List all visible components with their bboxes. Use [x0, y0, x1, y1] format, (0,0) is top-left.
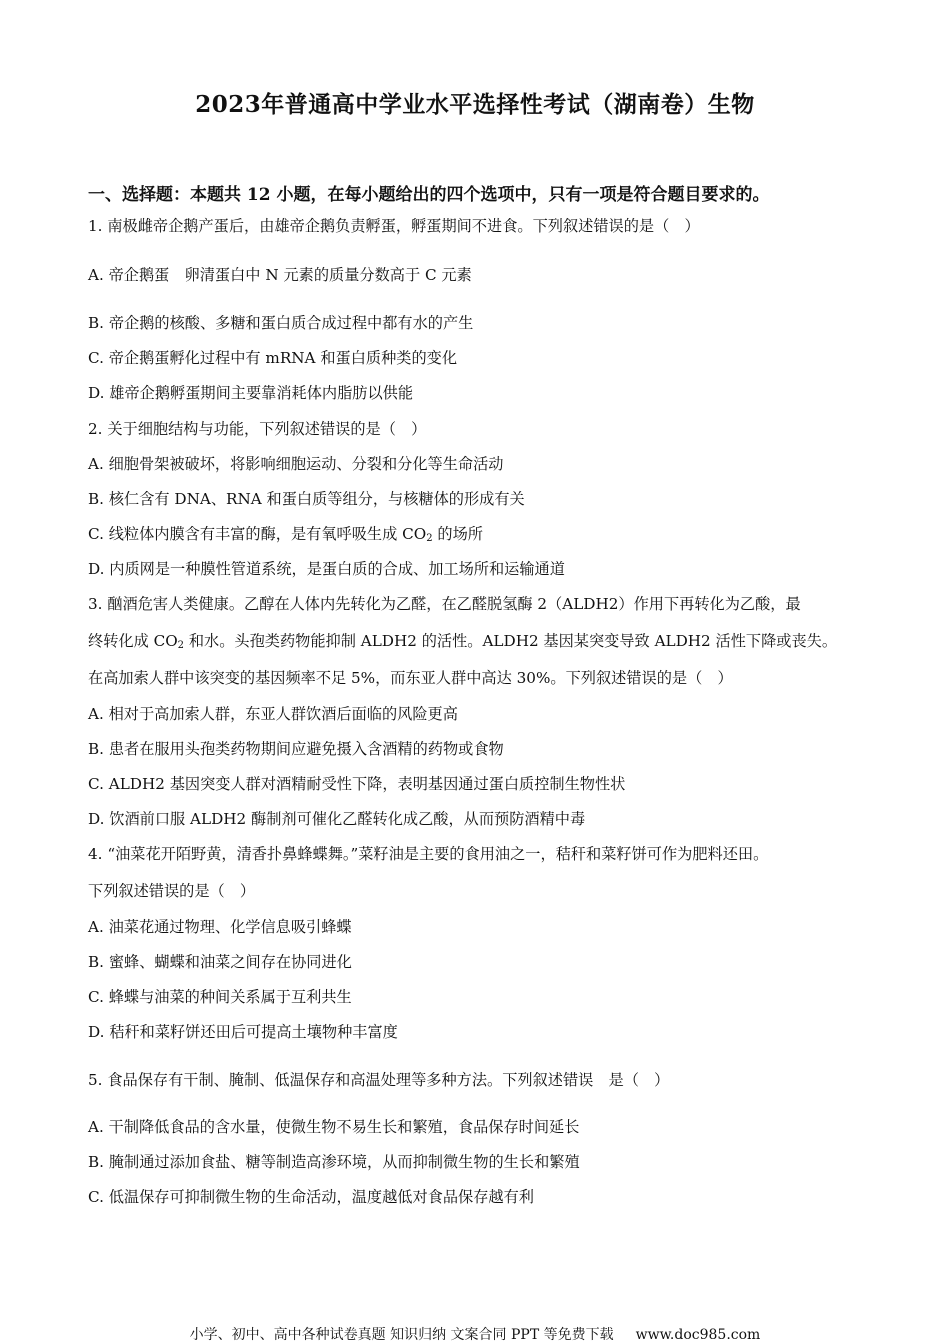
- page-title: 2023年普通高中学业水平选择性考试（湖南卷）生物: [195, 91, 755, 118]
- page-footer: [0, 1324, 950, 1344]
- question-1-stem: 1. 南极雌帝企鹅产蛋后，由雄帝企鹅负责孵蛋，孵蛋期间不进食。下列叙述错误的是（ ）: [88, 217, 700, 235]
- footer-text: 小学、初中、高中各种试卷真题 知识归纳 文案合同 PPT 等免费下载: [189, 1327, 614, 1343]
- question-2-option-c: [88, 524, 483, 549]
- question-3-option-b: B. 患者在服用头孢类药物期间应避免摄入含酒精的药物或食物: [88, 740, 504, 758]
- question-3-option-d: D. 饮酒前口服 ALDH2 酶制剂可催化乙醛转化成乙酸，从而预防酒精中毒: [88, 810, 586, 828]
- question-4-option-c: C. 蜂蝶与油菜的种间关系属于互利共生: [88, 988, 352, 1006]
- question-1-option-d: D. 雄帝企鹅孵蛋期间主要靠消耗体内脂肪以供能: [88, 384, 414, 402]
- question-4-option-a: A. 油菜花通过物理、化学信息吸引蜂蝶: [88, 918, 352, 936]
- question-2-option-d: D. 内质网是一种膜性管道系统，是蛋白质的合成、加工场所和运输通道: [88, 560, 565, 578]
- subscript-2: 2: [426, 533, 433, 544]
- question-2-option-c-text: C. 线粒体内膜含有丰富的酶，是有氧呼吸生成 CO: [88, 525, 427, 543]
- question-3-option-c: C. ALDH2 基因突变人群对酒精耐受性下降，表明基因通过蛋白质控制生物性状: [88, 775, 626, 793]
- question-1-option-c: C. 帝企鹅蛋孵化过程中有 mRNA 和蛋白质种类的变化: [88, 349, 458, 367]
- question-4-option-b: B. 蜜蜂、蝴蝶和油菜之间存在协同进化: [88, 953, 352, 971]
- subscript-2: 2: [177, 640, 185, 651]
- question-4-option-d: D. 秸秆和菜籽饼还田后可提高土壤物种丰富度: [88, 1023, 398, 1041]
- section-heading: 一、选择题：本题共 12 小题，在每小题给出的四个选项中，只有一项是符合题目要求的。: [88, 185, 770, 205]
- question-1-option-a: A. 帝企鹅蛋 卵清蛋白中 N 元素的质量分数高于 C 元素: [88, 266, 472, 284]
- question-5-stem: 5. 食品保存有干制、腌制、低温保存和高温处理等多种方法。下列叙述错误 是（ ）: [88, 1071, 670, 1089]
- question-3-stem-line-1: 3. 酗酒危害人类健康。乙醇在人体内先转化为乙醛，在乙醛脱氢酶 2（ALDH2）作用下再转化为乙酸，最: [88, 595, 801, 613]
- question-2-option-b: B. 核仁含有 DNA、RNA 和蛋白质等组分，与核糖体的形成有关: [88, 490, 525, 508]
- question-3-stem-line-3: 在高加索人群中该突变的基因频率不足 5%，而东亚人群中高达 30%。下列叙述错误的是（ ）: [88, 669, 733, 687]
- question-5-option-c: C. 低温保存可抑制微生物的生命活动，温度越低对食品保存越有利: [88, 1188, 534, 1206]
- question-3-stem-line-2-tail: 和水。头孢类药物能抑制 ALDH2 的活性。ALDH2 基因某突变导致 ALDH2 活性下降或丧失。: [184, 632, 838, 650]
- question-3-stem-line-2-text: 终转化成 CO: [88, 632, 178, 650]
- question-2-option-c-tail: 的场所: [432, 525, 483, 543]
- question-5-option-a: A. 干制降低食品的含水量，使微生物不易生长和繁殖，食品保存时间延长: [88, 1118, 580, 1136]
- question-4-stem-line-1: 4. “油菜花开陌野黄，清香扑鼻蜂蝶舞。”菜籽油是主要的食用油之一，秸秆和菜籽饼可作为肥料还田。: [88, 845, 769, 863]
- question-2-stem: 2. 关于细胞结构与功能，下列叙述错误的是（ ）: [88, 420, 427, 438]
- question-2-option-a: A. 细胞骨架被破坏，将影响细胞运动、分裂和分化等生命活动: [88, 455, 504, 473]
- question-3-stem-line-2: [88, 631, 837, 656]
- question-3-option-a: A. 相对于高加索人群，东亚人群饮酒后面临的风险更高: [88, 705, 458, 723]
- footer-url-link[interactable]: www.doc985.com: [635, 1327, 761, 1343]
- question-5-option-b: B. 腌制通过添加食盐、糖等制造高渗环境，从而抑制微生物的生长和繁殖: [88, 1153, 580, 1171]
- question-1-option-b: B. 帝企鹅的核酸、多糖和蛋白质合成过程中都有水的产生: [88, 314, 474, 332]
- question-4-stem-line-2: 下列叙述错误的是（ ）: [88, 882, 256, 900]
